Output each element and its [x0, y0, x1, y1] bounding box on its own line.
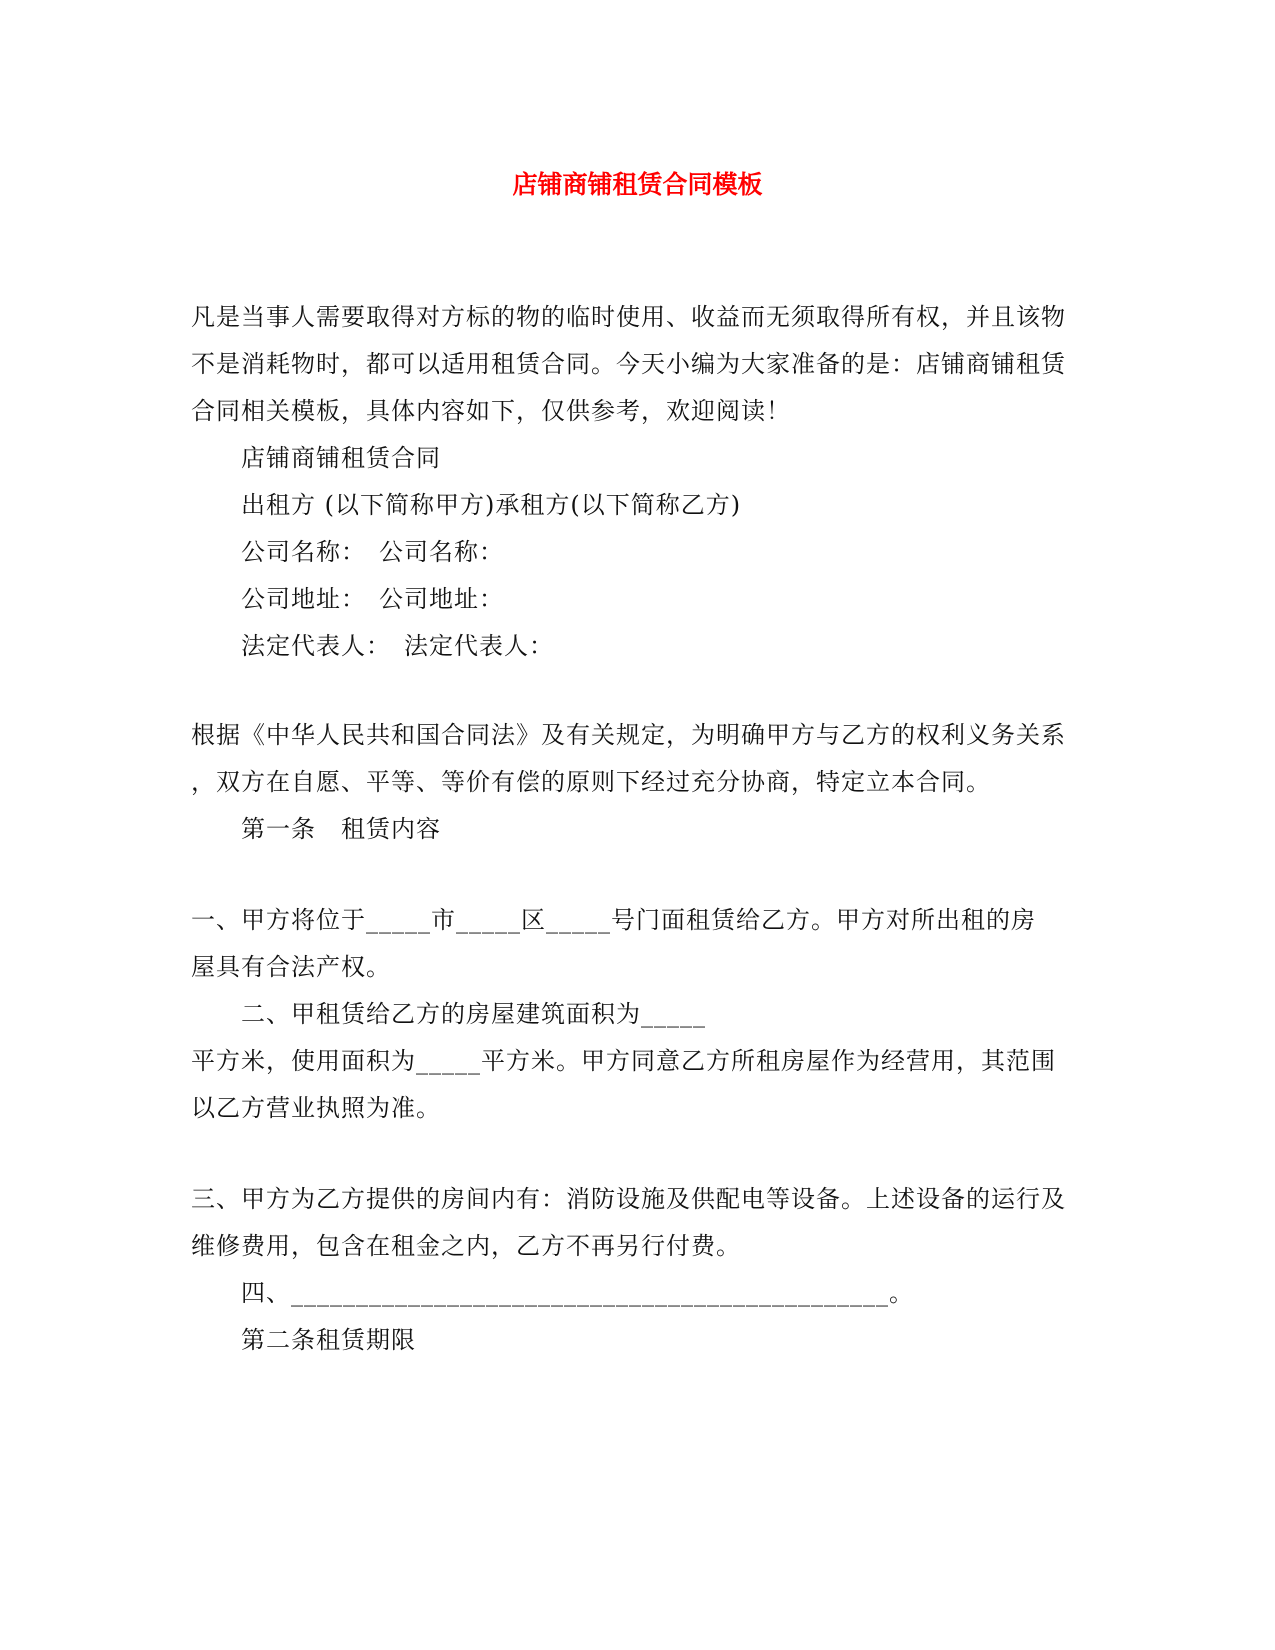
legal-representative-line: 法定代表人： 法定代表人：: [241, 632, 554, 660]
paragraph-line: 合同相关模板，具体内容如下，仅供参考，欢迎阅读！: [191, 397, 791, 425]
paragraph-line: 凡是当事人需要取得对方标的物的临时使用、收益而无须取得所有权，并且该物: [191, 303, 1066, 331]
article-heading: 第一条 租赁内容: [241, 815, 441, 843]
paragraph-line: 二、甲租赁给乙方的房屋建筑面积为_____: [241, 1000, 706, 1028]
paragraph-line: 三、甲方为乙方提供的房间内有：消防设施及供配电等设备。上述设备的运行及: [191, 1185, 1066, 1213]
paragraph-line: 四、______________________________________________。: [241, 1279, 914, 1307]
paragraph-line: 一、甲方将位于_____市_____区_____号门面租赁给乙方。甲方对所出租的房: [191, 906, 1036, 934]
paragraph-line: 根据《中华人民共和国合同法》及有关规定，为明确甲方与乙方的权利义务关系: [191, 721, 1066, 749]
paragraph-line: 维修费用，包含在租金之内，乙方不再另行付费。: [191, 1232, 741, 1260]
company-address-line: 公司地址： 公司地址：: [241, 585, 504, 613]
paragraph-line: 屋具有合法产权。: [191, 953, 391, 981]
paragraph-line: ，双方在自愿、平等、等价有偿的原则下经过充分协商，特定立本合同。: [191, 768, 991, 796]
document-title: 店铺商铺租赁合同模板: [512, 170, 763, 199]
paragraph-line: 不是消耗物时，都可以适用租赁合同。今天小编为大家准备的是：店铺商铺租赁: [191, 350, 1066, 378]
company-name-line: 公司名称： 公司名称：: [241, 538, 504, 566]
contract-heading: 店铺商铺租赁合同: [241, 444, 441, 472]
parties-line: 出租方 (以下简称甲方)承租方(以下简称乙方): [241, 491, 742, 519]
article-heading: 第二条租赁期限: [241, 1326, 416, 1354]
paragraph-line: 平方米，使用面积为_____平方米。甲方同意乙方所租房屋作为经营用，其范围: [191, 1047, 1056, 1075]
paragraph-line: 以乙方营业执照为准。: [191, 1094, 441, 1122]
